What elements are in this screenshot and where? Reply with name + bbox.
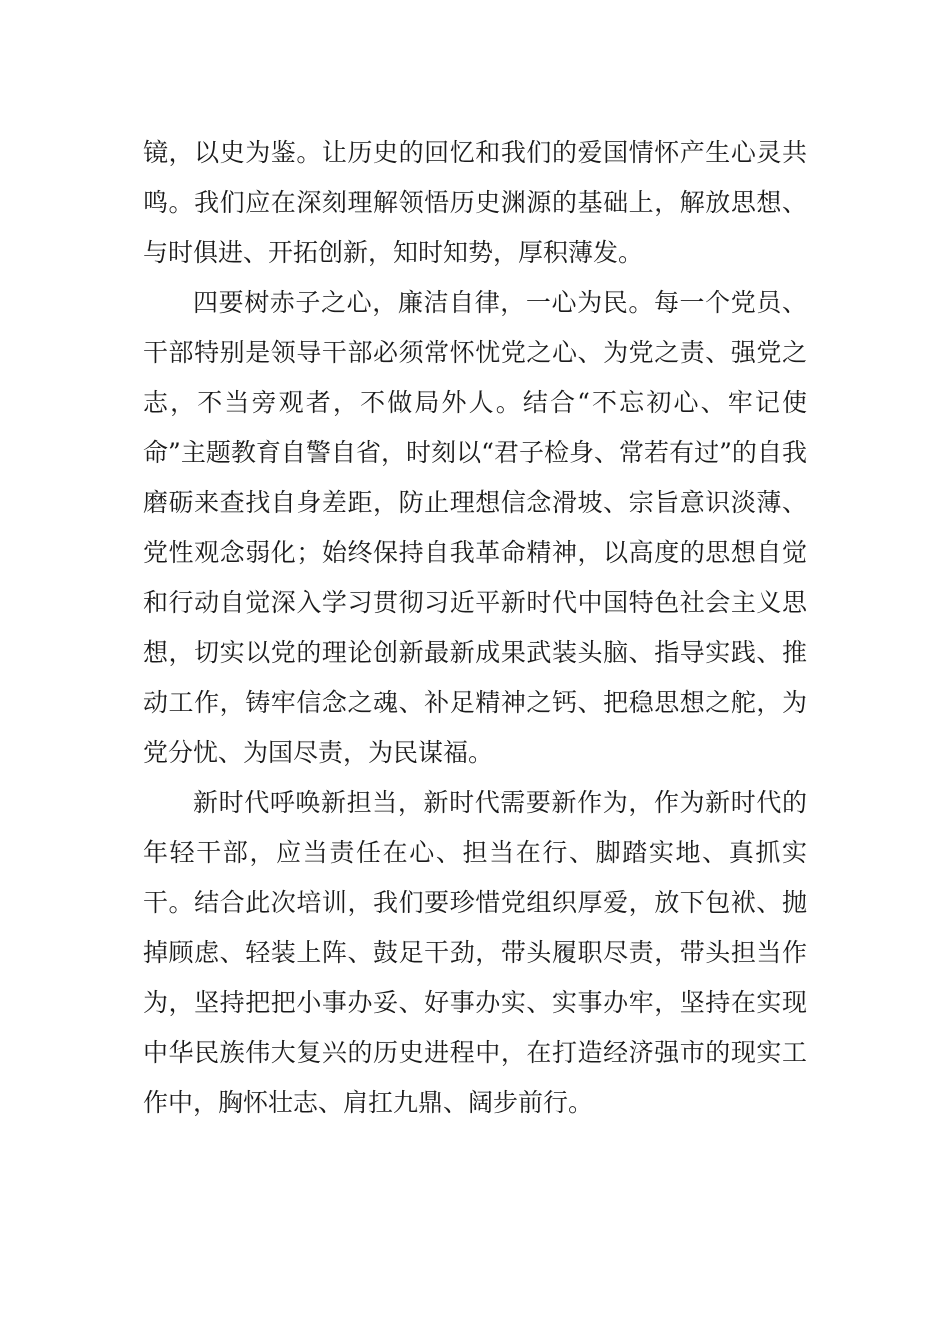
document-body [143,128,807,1128]
paragraph-point-four: 四要树赤子之心，廉洁自律，一心为民。每一个党员、干部特别是领导干部必须常怀忧党之心、为党之责、强党之志，不当旁观者，不做局外人。结合“不忘初心、牢记使命”主题教育自警自省，时刻以“君子检身、常若有过”的自我磨砺来查找自身差距，防止理想信念滑坡、宗旨意识淡薄、党性观念弱化；始终保持自我革命精神，以高度的思想自觉和行动自觉深入学习贯彻习近平新时代中国特色社会主义思想，切实以党的理论创新最新成果武装头脑、指导实践、推动工作，铸牢信念之魂、补足精神之钙、把稳思想之舵，为党分忧、为国尽责，为民谋福。 [143,288,807,767]
paragraph-conclusion: 新时代呼唤新担当，新时代需要新作为，作为新时代的年轻干部，应当责任在心、担当在行、脚踏实地、真抓实干。结合此次培训，我们要珍惜党组织厚爱，放下包袱、抛掉顾虑、轻装上阵、鼓足干劲，带头履职尽责，带头担当作为，坚持把把小事办妥、好事办实、实事办牢，坚持在实现中华民族伟大复兴的历史进程中，在打造经济强市的现实工作中，胸怀壮志、肩扛九鼎、阔步前行。 [143,788,807,1117]
paragraph-continuation: 镜，以史为鉴。让历史的回忆和我们的爱国情怀产生心灵共鸣。我们应在深刻理解领悟历史渊源的基础上，解放思想、与时俱进、开拓创新，知时知势，厚积薄发。 [143,138,807,267]
